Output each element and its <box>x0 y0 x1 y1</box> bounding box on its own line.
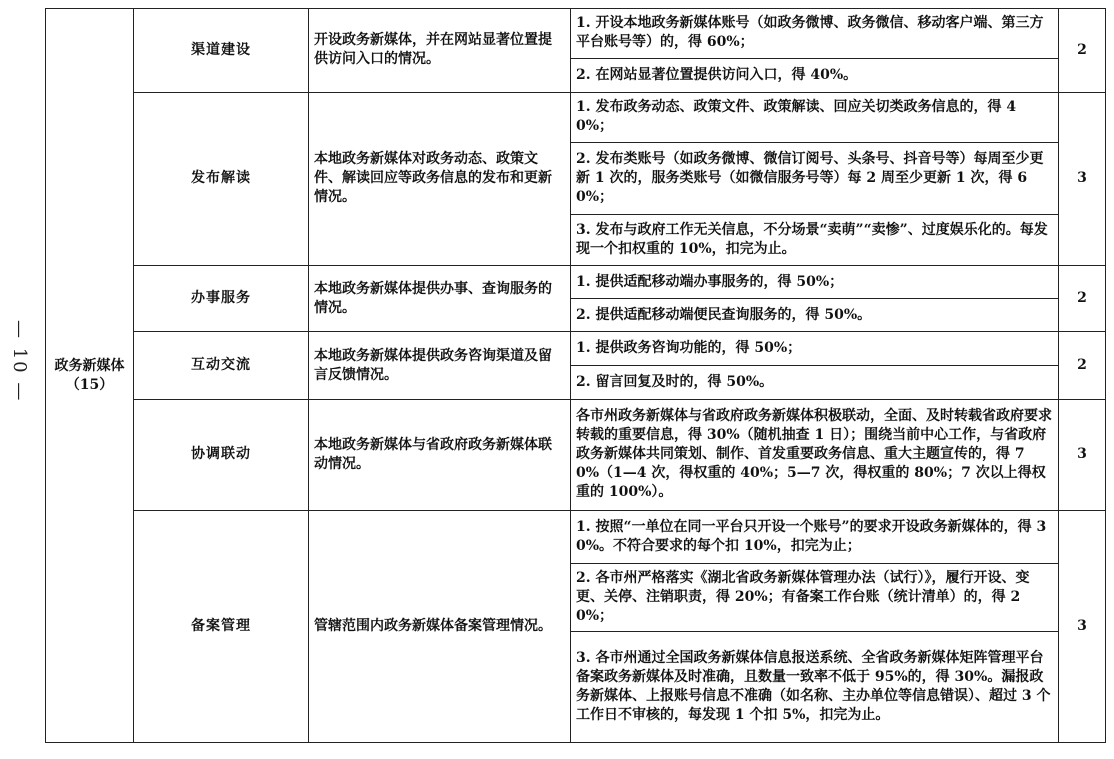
scoring-table <box>45 8 1106 743</box>
item-name: 发布解读 <box>134 92 309 265</box>
item-name: 互动交流 <box>134 332 309 400</box>
criterion: 1. 按照“一单位在同一平台只开设一个账号”的要求开设政务新媒体的，得 30%。不符合要求的每个扣 10%，扣完为止； <box>571 510 1059 564</box>
table-row <box>46 9 1106 59</box>
item-description: 本地政务新媒体提供办事、查询服务的情况。 <box>309 266 571 332</box>
table-row <box>46 400 1106 510</box>
criterion: 2. 提供适配移动端便民查询服务的，得 50%。 <box>571 299 1059 332</box>
item-name: 备案管理 <box>134 510 309 742</box>
table-row <box>46 510 1106 564</box>
criterion: 2. 在网站显著位置提供访问入口，得 40%。 <box>571 58 1059 92</box>
item-name: 协调联动 <box>134 400 309 510</box>
criterion: 2. 发布类账号（如政务微博、微信订阅号、头条号、抖音号等）每周至少更新 1 次的，服务类账号（如微信服务号等）每 2 周至少更新 1 次，得 60%； <box>571 143 1059 215</box>
criterion: 3. 发布与政府工作无关信息，不分场景“卖萌”“卖惨”、过度娱乐化的。每发现一个扣权重的 10%，扣完为止。 <box>571 215 1059 266</box>
item-description: 本地政务新媒体与省政府政务新媒体联动情况。 <box>309 400 571 510</box>
item-description: 开设政务新媒体，并在网站显著位置提供访问入口的情况。 <box>309 9 571 93</box>
item-weight: 2 <box>1059 266 1106 332</box>
item-description: 本地政务新媒体提供政务咨询渠道及留言反馈情况。 <box>309 332 571 400</box>
criterion: 各市州政务新媒体与省政府政务新媒体积极联动，全面、及时转载省政府要求转载的重要信息，得 30%（随机抽查 1 日）；围绕当前中心工作，与省政府政务新媒体共同策划、制作、首发重要政务信息、重大主题宣传的，得 70%（1—4 次，得权重的 40%；5—7 次，得权重的 80%；7 次以上得权重的 100%）。 <box>571 400 1059 510</box>
item-name: 办事服务 <box>134 266 309 332</box>
item-description: 管辖范围内政务新媒体备案管理情况。 <box>309 510 571 742</box>
item-weight: 3 <box>1059 400 1106 510</box>
item-weight: 2 <box>1059 332 1106 400</box>
criterion: 1. 提供适配移动端办事服务的，得 50%； <box>571 266 1059 299</box>
item-name: 渠道建设 <box>134 9 309 93</box>
page-number: — 10 — <box>9 320 30 403</box>
criterion: 2. 留言回复及时的，得 50%。 <box>571 366 1059 400</box>
criterion: 2. 各市州严格落实《湖北省政务新媒体管理办法（试行）》，履行开设、变更、关停、注销职责，得 20%；有备案工作台账（统计清单）的，得 20%； <box>571 564 1059 632</box>
item-weight: 2 <box>1059 9 1106 93</box>
table-row <box>46 332 1106 366</box>
category-name: 政务新媒体 <box>54 357 125 374</box>
criterion: 1. 开设本地政务新媒体账号（如政务微博、政务微信、移动客户端、第三方平台账号等）的，得 60%； <box>571 9 1059 59</box>
criterion: 1. 发布政务动态、政策文件、政策解读、回应关切类政务信息的，得 40%； <box>571 92 1059 143</box>
item-weight: 3 <box>1059 92 1106 265</box>
criterion: 3. 各市州通过全国政务新媒体信息报送系统、全省政务新媒体矩阵管理平台备案政务新媒体及时准确，且数量一致率不低于 95%的，得 30%。漏报政务新媒体、上报账号信息不准确（如名称、主办单位等信息错误）、超过 3 个工作日不审核的，每发现 1 个扣 5%，扣完为止。 <box>571 632 1059 743</box>
table-row <box>46 92 1106 143</box>
item-description: 本地政务新媒体对政务动态、政策文件、解读回应等政务信息的发布和更新情况。 <box>309 92 571 265</box>
category-points: （15） <box>65 376 114 393</box>
category-cell <box>46 9 134 743</box>
criterion: 1. 提供政务咨询功能的，得 50%； <box>571 332 1059 366</box>
table-row <box>46 266 1106 299</box>
item-weight: 3 <box>1059 510 1106 742</box>
